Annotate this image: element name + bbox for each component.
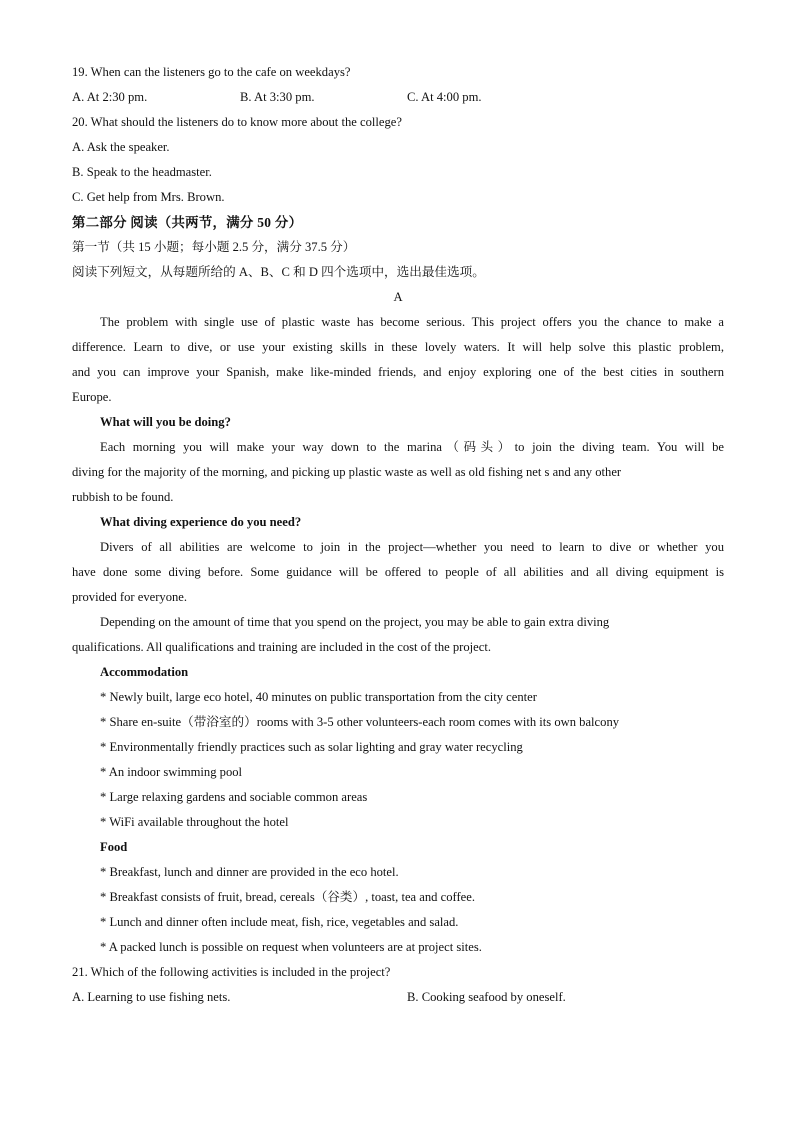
food-item: * A packed lunch is possible on request when volunteers are at project sites. <box>100 940 482 954</box>
accommodation-item: * Environmentally friendly practices such as solar lighting and gray water recycling <box>100 740 523 754</box>
exam-page <box>72 60 724 1010</box>
q19-option-a: A. At 2:30 pm. <box>72 90 148 104</box>
question-19: 19. When can the listeners go to the cafe on weekdays? <box>72 65 351 79</box>
question-21: 21. Which of the following activities is included in the project? <box>72 965 391 979</box>
doing-line-2: diving for the majority of the morning, and picking up plastic waste as well as old fishing net s and any other <box>72 465 622 479</box>
accommodation-item: * WiFi available throughout the hotel <box>100 815 289 829</box>
intro-line-2: difference. Learn to dive, or use your existing skills in these lovely waters. It will help solve this plastic problem, <box>72 340 724 354</box>
q19-option-c: C. At 4:00 pm. <box>407 90 482 104</box>
doing-line-3: rubbish to be found. <box>72 490 174 504</box>
depending-line-1: Depending on the amount of time that you spend on the project, you may be able to gain extra diving <box>100 615 610 629</box>
experience-line-2: have done some diving before. Some guidance will be offered to people of all abilities and all diving equipment is <box>72 565 724 579</box>
question-19-options <box>72 85 724 110</box>
doing-line-1: Each morning you will make your way down to the marina（码头）to join the diving team. You will be <box>100 440 724 454</box>
q20-option-b: B. Speak to the headmaster. <box>72 165 212 179</box>
part2-section1: 第一节（共 15 小题；每小题 2.5 分，满分 37.5 分） <box>72 240 356 254</box>
heading-food: Food <box>100 840 128 854</box>
accommodation-item: * Large relaxing gardens and sociable common areas <box>100 790 368 804</box>
part2-title: 第二部分 阅读（共两节，满分 50 分） <box>72 215 303 230</box>
q21-option-b: B. Cooking seafood by oneself. <box>407 990 566 1004</box>
q21-option-a: A. Learning to use fishing nets. <box>72 990 231 1004</box>
part2-instruction: 阅读下列短文，从每题所给的 A、B、C 和 D 四个选项中，选出最佳选项。 <box>72 265 485 279</box>
heading-doing: What will you be doing? <box>100 415 231 429</box>
heading-accommodation: Accommodation <box>100 665 189 679</box>
intro-line-4: Europe. <box>72 390 112 404</box>
heading-experience: What diving experience do you need? <box>100 515 302 529</box>
intro-line-3: and you can improve your Spanish, make like-minded friends, and enjoy exploring one of the best cities in southern <box>72 365 724 379</box>
accommodation-item: * Share en-suite（带浴室的）rooms with 3-5 other volunteers-each room comes with its own balcony <box>100 715 620 729</box>
question-21-options <box>72 985 724 1010</box>
accommodation-item: * Newly built, large eco hotel, 40 minutes on public transportation from the city center <box>100 690 537 704</box>
depending-line-2: qualifications. All qualifications and training are included in the cost of the project. <box>72 640 491 654</box>
question-20: 20. What should the listeners do to know more about the college? <box>72 115 402 129</box>
food-item: * Breakfast consists of fruit, bread, cereals（谷类）, toast, tea and coffee. <box>100 890 476 904</box>
experience-line-1: Divers of all abilities are welcome to join in the project—whether you need to learn to dive or whether you <box>100 540 724 554</box>
passage-label: A <box>393 290 403 304</box>
intro-line-1: The problem with single use of plastic waste has become serious. This project offers you the chance to make a <box>100 315 724 329</box>
experience-line-3: provided for everyone. <box>72 590 188 604</box>
q19-option-b: B. At 3:30 pm. <box>240 90 315 104</box>
q20-option-a: A. Ask the speaker. <box>72 140 170 154</box>
q20-option-c: C. Get help from Mrs. Brown. <box>72 190 225 204</box>
food-item: * Lunch and dinner often include meat, fish, rice, vegetables and salad. <box>100 915 459 929</box>
accommodation-item: * An indoor swimming pool <box>100 765 243 779</box>
food-item: * Breakfast, lunch and dinner are provided in the eco hotel. <box>100 865 399 879</box>
